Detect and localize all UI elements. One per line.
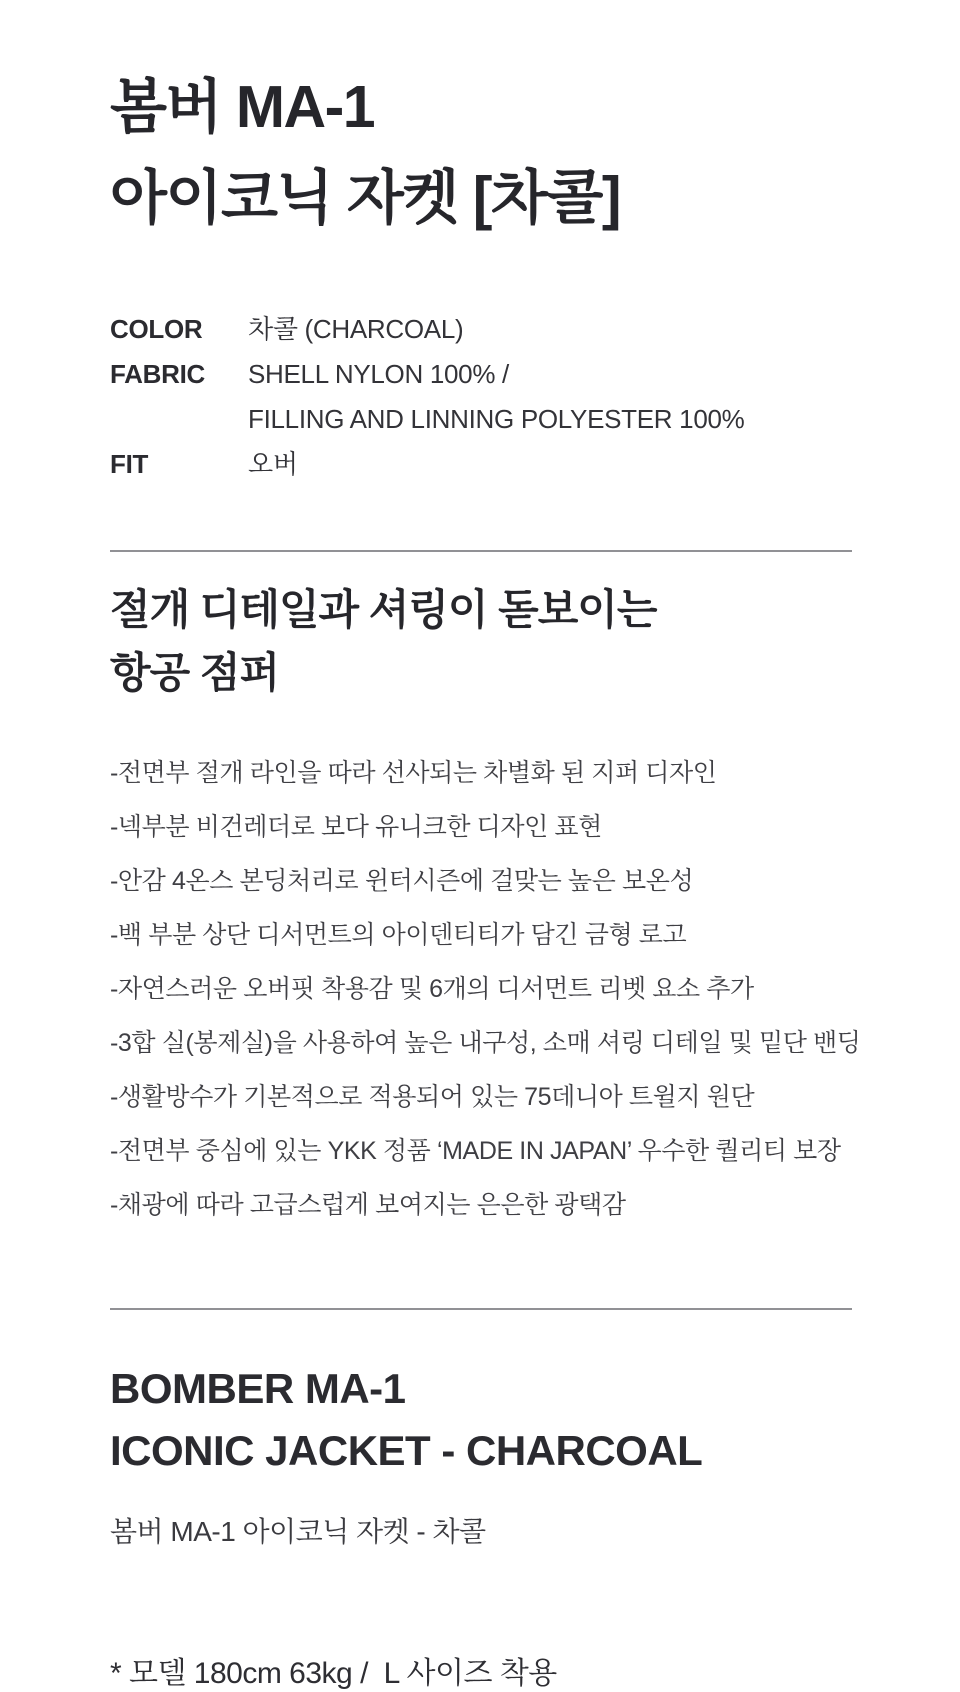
product-name-en-line1: BOMBER MA-1: [110, 1364, 406, 1412]
section-divider-top: [110, 550, 852, 552]
spec-value-color: 차콜 (CHARCOAL): [248, 313, 464, 344]
spec-value-fit: 오버: [248, 448, 298, 479]
spec-row-fit: [110, 442, 900, 487]
feature-item: -생활방수가 기본적으로 적용되어 있는 75데니아 트윌지 원단: [110, 1082, 755, 1111]
section-heading: [110, 578, 900, 704]
spec-label-fit: FIT: [110, 448, 149, 479]
spec-row-color: [110, 307, 900, 352]
product-title: [110, 62, 900, 245]
spec-table: [110, 307, 900, 487]
spec-value-fabric: [248, 352, 744, 442]
product-name-en-line2: ICONIC JACKET - CHARCOAL: [110, 1427, 703, 1475]
feature-item: -3합 실(봉제실)을 사용하여 높은 내구성, 소매 셔링 디테일 및 밑단 밴딩: [110, 1028, 861, 1057]
feature-item: -백 부분 상단 디서먼트의 아이덴티티가 담긴 금형 로고: [110, 920, 687, 949]
feature-list: [110, 746, 900, 1232]
spec-label-fabric: FABRIC: [110, 358, 205, 389]
feature-item: -전면부 절개 라인을 따라 선사되는 차별화 된 지퍼 디자인: [110, 758, 717, 787]
spec-value-fabric-line1: SHELL NYLON 100% /: [248, 358, 509, 389]
spec-value-fabric-line2: FILLING AND LINNING POLYESTER 100%: [248, 403, 745, 434]
feature-item: -넥부분 비건레더로 보다 유니크한 디자인 표현: [110, 812, 602, 841]
feature-item: -전면부 중심에 있는 YKK 정품 ‘MADE IN JAPAN’ 우수한 퀄리티 보장: [110, 1136, 841, 1165]
model-size-note: * 모델 180cm 63kg / L 사이즈 착용: [110, 1657, 557, 1691]
section-heading-line1: 절개 디테일과 셔링이 돋보이는: [110, 585, 657, 633]
section-divider-bottom: [110, 1308, 852, 1310]
product-title-line2: 아이코닉 자켓 [차콜]: [110, 165, 621, 232]
product-title-line1: 봄버 MA-1: [110, 74, 375, 140]
section-heading-line2: 항공 점퍼: [110, 648, 279, 696]
spec-label-color: COLOR: [110, 313, 203, 344]
product-name-en: [110, 1358, 900, 1482]
feature-item: -채광에 따라 고급스럽게 보여지는 은은한 광택감: [110, 1190, 626, 1219]
feature-item: -안감 4온스 본딩처리로 윈터시즌에 걸맞는 높은 보온성: [110, 866, 694, 895]
feature-item: -자연스러운 오버핏 착용감 및 6개의 디서먼트 리벳 요소 추가: [110, 974, 754, 1003]
product-name-ko: 봄버 MA-1 아이코닉 자켓 - 차콜: [110, 1516, 486, 1548]
spec-row-fabric: [110, 352, 900, 442]
